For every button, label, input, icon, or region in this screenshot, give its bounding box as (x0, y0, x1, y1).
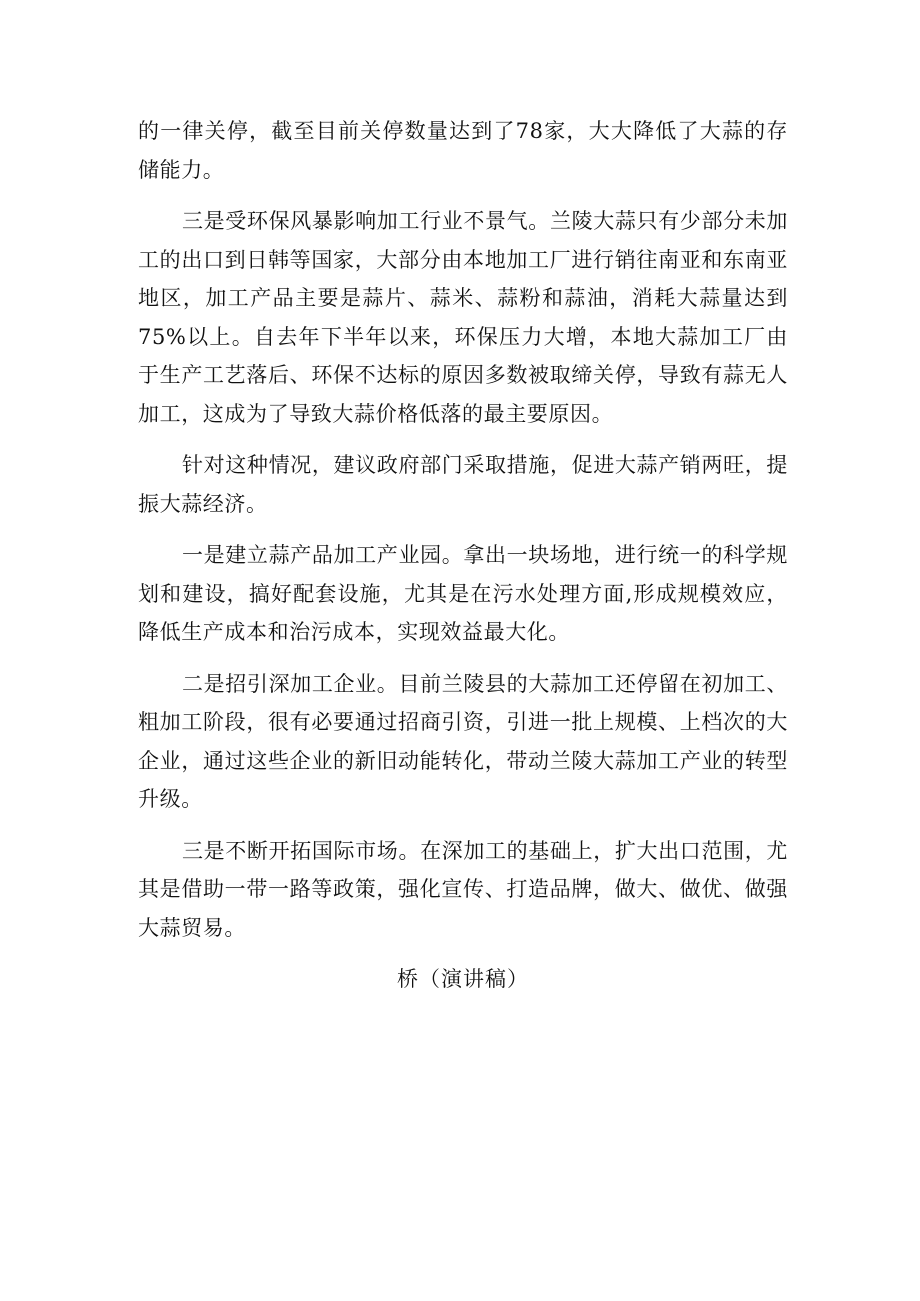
paragraph-closure-continuation: 的一律关停，截至目前关停数量达到了78家，大大降低了大蒜的存储能力。 (138, 119, 788, 182)
paragraph-processing-industry: 三是受环保风暴影响加工行业不景气。兰陵大蒜只有少部分未加工的出口到日韩等国家，大部分由本地加工厂进行销往南亚和东南亚地区，加工产品主要是蒜片、蒜米、蒜粉和蒜油，消耗大蒜量达到75%以上。自去年下半年以来，环保压力大增，本地大蒜加工厂由于生产工艺落后、环保不达标的原因多数被取缔关停，导致有蒜无人加工，这成为了导致大蒜价格低落的最主要原因。 (138, 209, 788, 426)
document-body (138, 112, 788, 999)
paragraph-international-market: 三是不断开拓国际市场。在深加工的基础上，扩大出口范围，尤其是借助一带一路等政策，强化宣传、打造品牌，做大、做优、做强大蒜贸易。 (138, 838, 788, 940)
paragraph-industrial-park: 一是建立蒜产品加工产业园。拿出一块场地，进行统一的科学规划和建设，搞好配套设施，尤其是在污水处理方面,形成规模效应，降低生产成本和治污成本，实现效益最大化。 (138, 543, 788, 644)
section-title: 桥（演讲稿） (397, 967, 529, 991)
paragraph-deep-processing: 二是招引深加工企业。目前兰陵县的大蒜加工还停留在初加工、粗加工阶段，很有必要通过招商引资，引进一批上规模、上档次的大企业，通过这些企业的新旧动能转化，带动兰陵大蒜加工产业的转型升级。 (138, 671, 788, 811)
paragraph-recommendation-intro: 针对这种情况，建议政府部门采取措施，促进大蒜产销两旺，提振大蒜经济。 (138, 453, 788, 516)
